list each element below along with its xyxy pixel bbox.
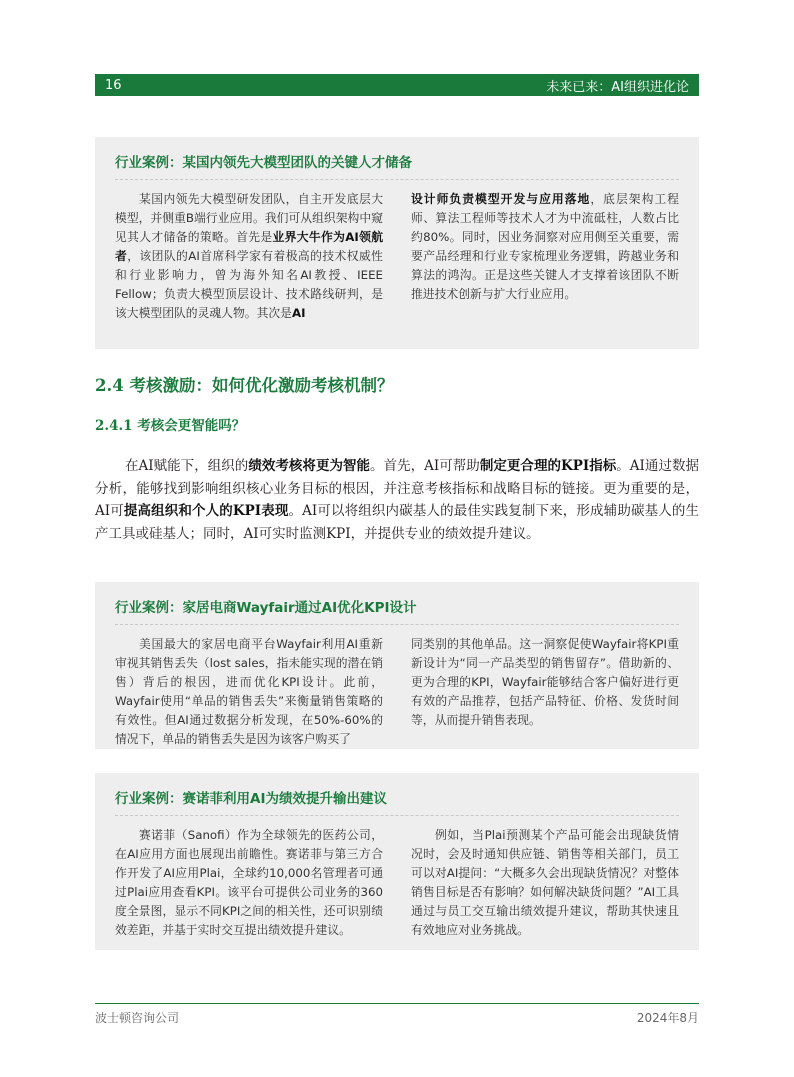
case-left-column xyxy=(115,190,383,323)
case-title: 行业案例：赛诺菲利用AI为绩效提升输出建议 xyxy=(115,791,387,807)
case-columns xyxy=(115,826,679,940)
case-box-sanofi xyxy=(95,773,699,950)
page-number: 16 xyxy=(105,77,122,93)
case-left-text: 美国最大的家居电商平台Wayfair利用AI重新审视其销售丢失（lost sales，指未能实现的潜在销售）背后的根因，进而优化KPI设计。此前，Wayfair使用“单品的销售丢失”来衡量销售策略的有效性。但AI通过数据分析发现，在50%-60%的情况下，单品的销售丢失是因为该客户购买了 xyxy=(115,637,383,746)
case-left-column xyxy=(115,826,383,940)
case-box-talent xyxy=(95,137,699,349)
body-paragraph: 在AI赋能下，组织的绩效考核将更为智能。首先，AI可帮助制定更合理的KPI指标。AI通过数据分析，能够找到影响组织核心业务目标的根因，并注意考核指标和战略目标的链接。更为重要的是，AI可提高组织和个人的KPI表现。AI可以将组织内碳基人的最佳实践复制下来，形成辅助碳基人的生产工具或硅基人；同时，AI可实时监测KPI，并提供专业的绩效提升建议。 xyxy=(95,458,699,542)
case-right-text: 例如，当Plai预测某个产品可能会出现缺货情况时，会及时通知供应链、销售等相关部门，员工可以对AI提问：“大概多久会出现缺货情况？对整体销售目标是否有影响？如何解决缺货问题？”AI工具通过与员工交互输出绩效提升建议，帮助其快速且有效地应对业务挑战。 xyxy=(411,828,679,937)
case-columns xyxy=(115,635,679,749)
case-left-text: 赛诺菲（Sanofi）作为全球领先的医药公司，在AI应用方面也展现出前瞻性。赛诺菲与第三方合作开发了AI应用Plai，全球约10,000名管理者可通过Plai应用查看KPI。该平台可提供公司业务的360度全景图，显示不同KPI之间的相关性，还可识别绩效差距，并基于实时交互提出绩效提升建议。 xyxy=(115,828,383,937)
subsection-title: 2.4.1 考核会更智能吗？ xyxy=(95,418,246,434)
case-right-text: 设计师负责模型开发与应用落地，底层架构工程师、算法工程师等技术人才为中流砥柱，人数占比约80%。同时，因业务洞察对应用侧至关重要，需要产品经理和行业专家梳理业务逻辑，跨越业务和算法的鸿沟。正是这些关键人才支撑着该团队不断推进技术创新与扩大行业应用。 xyxy=(411,192,679,301)
book-title: 未来已来：AI组织进化论 xyxy=(546,79,689,95)
case-title: 行业案例：某国内领先大模型团队的关键人才储备 xyxy=(115,155,412,171)
case-divider xyxy=(115,179,679,180)
footer-date: 2024年8月 xyxy=(636,1011,699,1025)
case-columns xyxy=(115,190,679,323)
case-right-column xyxy=(411,826,679,940)
case-right-column xyxy=(411,190,679,323)
case-title: 行业案例：家居电商Wayfair通过AI优化KPI设计 xyxy=(115,600,417,616)
footer-divider xyxy=(95,1003,699,1004)
page-header-bar xyxy=(95,74,699,96)
case-left-column xyxy=(115,635,383,749)
case-right-text: 同类别的其他单品。这一洞察促使Wayfair将KPI重新设计为“同一产品类型的销售留存”。借助新的、更为合理的KPI，Wayfair能够结合客户偏好进行更有效的产品推荐，包括产品特征、价格、发货时间等，从而提升销售表现。 xyxy=(411,637,679,727)
case-right-column xyxy=(411,635,679,749)
case-left-text: 某国内领先大模型研发团队，自主开发底层大模型，并侧重B端行业应用。我们可从组织架构中窥见其人才储备的策略。首先是业界大牛作为AI领航者，该团队的AI首席科学家有着极高的技术权威性和行业影响力，曾为海外知名AI教授、IEEE Fellow；负责大模型顶层设计、技术路线研判，是该大模型团队的灵魂人物。其次是AI xyxy=(115,192,383,320)
case-divider xyxy=(115,815,679,816)
case-divider xyxy=(115,624,679,625)
section-title: 2.4 考核激励：如何优化激励考核机制？ xyxy=(95,376,394,395)
case-box-wayfair xyxy=(95,582,699,749)
footer-publisher: 波士顿咨询公司 xyxy=(95,1011,180,1025)
